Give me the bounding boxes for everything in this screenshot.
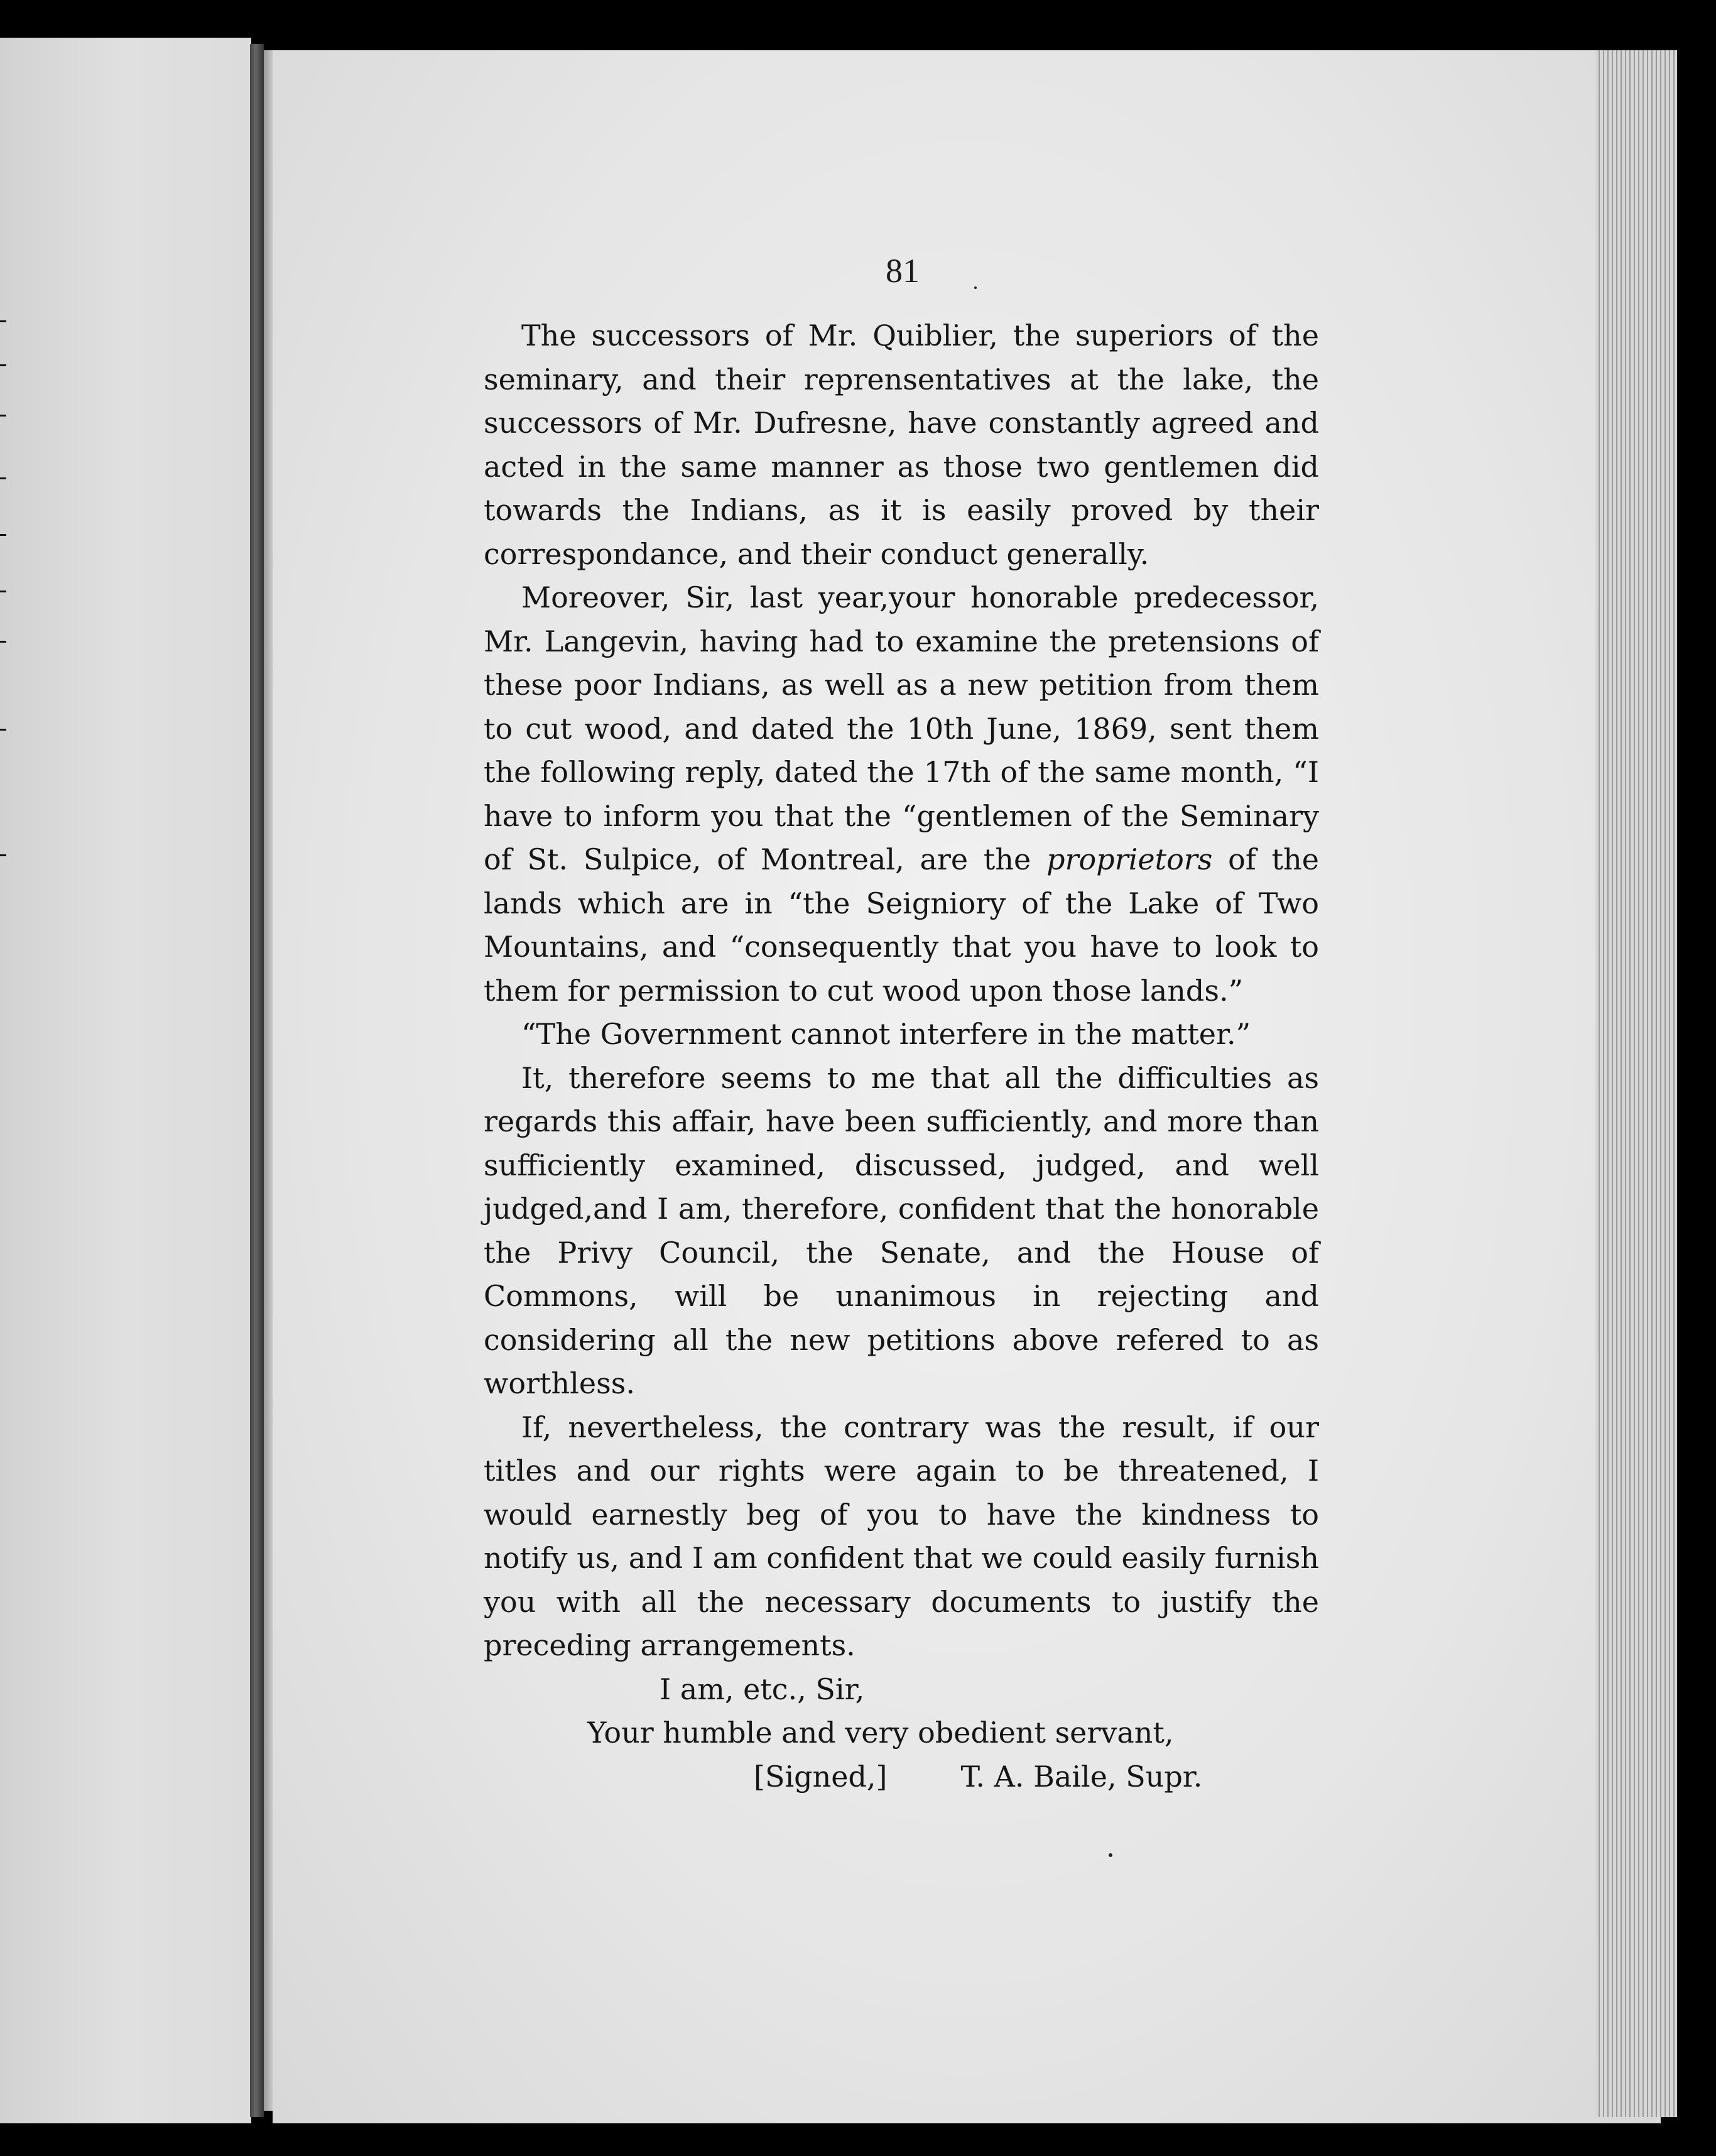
paragraph-3: It, therefore seems to me that all the difficulties as regards this affair, have been sufficiently, and more than sufficiently examined, discussed, judged, and well judged,and I am, therefore, confident that the honorable the Privy Council, the Senate, and the House of Commons, will be unanimous in rejecting and considering all the new petitions above refered to as worthless. <box>484 1060 1319 1400</box>
paragraph-2-text-b: of the lands which are in “the Seigniory of the Lake of Two Mountains, and “consequently that you have to look to them for permission to cut wood upon those lands.” <box>484 842 1320 1008</box>
paragraph-4: If, nevertheless, the contrary was the result, if our titles and our rights were again to be threatened, I would earnestly beg of you to have the kindness to notify us, and I am confident that we could easily furnish you with all the necessary documents to justify the preceding arrangements. <box>484 1410 1319 1662</box>
valediction: Your humble and very obedient servant, <box>587 1716 1174 1750</box>
page-edge-background <box>1677 38 1716 2156</box>
page-number: 81 <box>886 252 920 290</box>
scan-speck <box>974 286 977 289</box>
scan-speck <box>1109 1853 1112 1857</box>
book-gutter <box>250 44 264 2117</box>
paragraph-2-text-a: Moreover, Sir, last year,your honorable predecessor, Mr. Langevin, having had to examine the pretensions of these poor Indians, as well as a new petition from them to cut wood, and dated the 10th June, 1869, sent them the following reply, dated the 17th of the same month, “I have to inform you that the “gentlemen of the Seminary of St. Sulpice, of Montreal, are the <box>484 580 1319 876</box>
paragraph-2 <box>484 576 1319 1013</box>
signatory-name: T. A. Baile, Supr. <box>960 1759 1203 1794</box>
page-edge-stack <box>1595 50 1677 2117</box>
signature-line <box>484 1755 1319 1799</box>
salutation: I am, etc., Sir, <box>660 1672 865 1706</box>
left-page <box>0 38 251 2123</box>
paragraph-2-italic-word: proprietors <box>1046 842 1213 876</box>
paragraph-1: The successors of Mr. Quiblier, the superiors of the seminary, and their reprensentatives at the lake, the successors of Mr. Dufresne, have constantly agreed and acted in the same manner as those two gentlemen did towards the Indians, as it is easily proved by their correspondance, and their conduct generally. <box>484 318 1319 571</box>
government-quote: “The Government cannot interfere in the matter.” <box>521 1017 1251 1051</box>
book-gutter-shadow <box>264 50 273 2111</box>
signed-label: [Signed,] <box>754 1759 888 1794</box>
letter-body <box>484 314 1319 1799</box>
